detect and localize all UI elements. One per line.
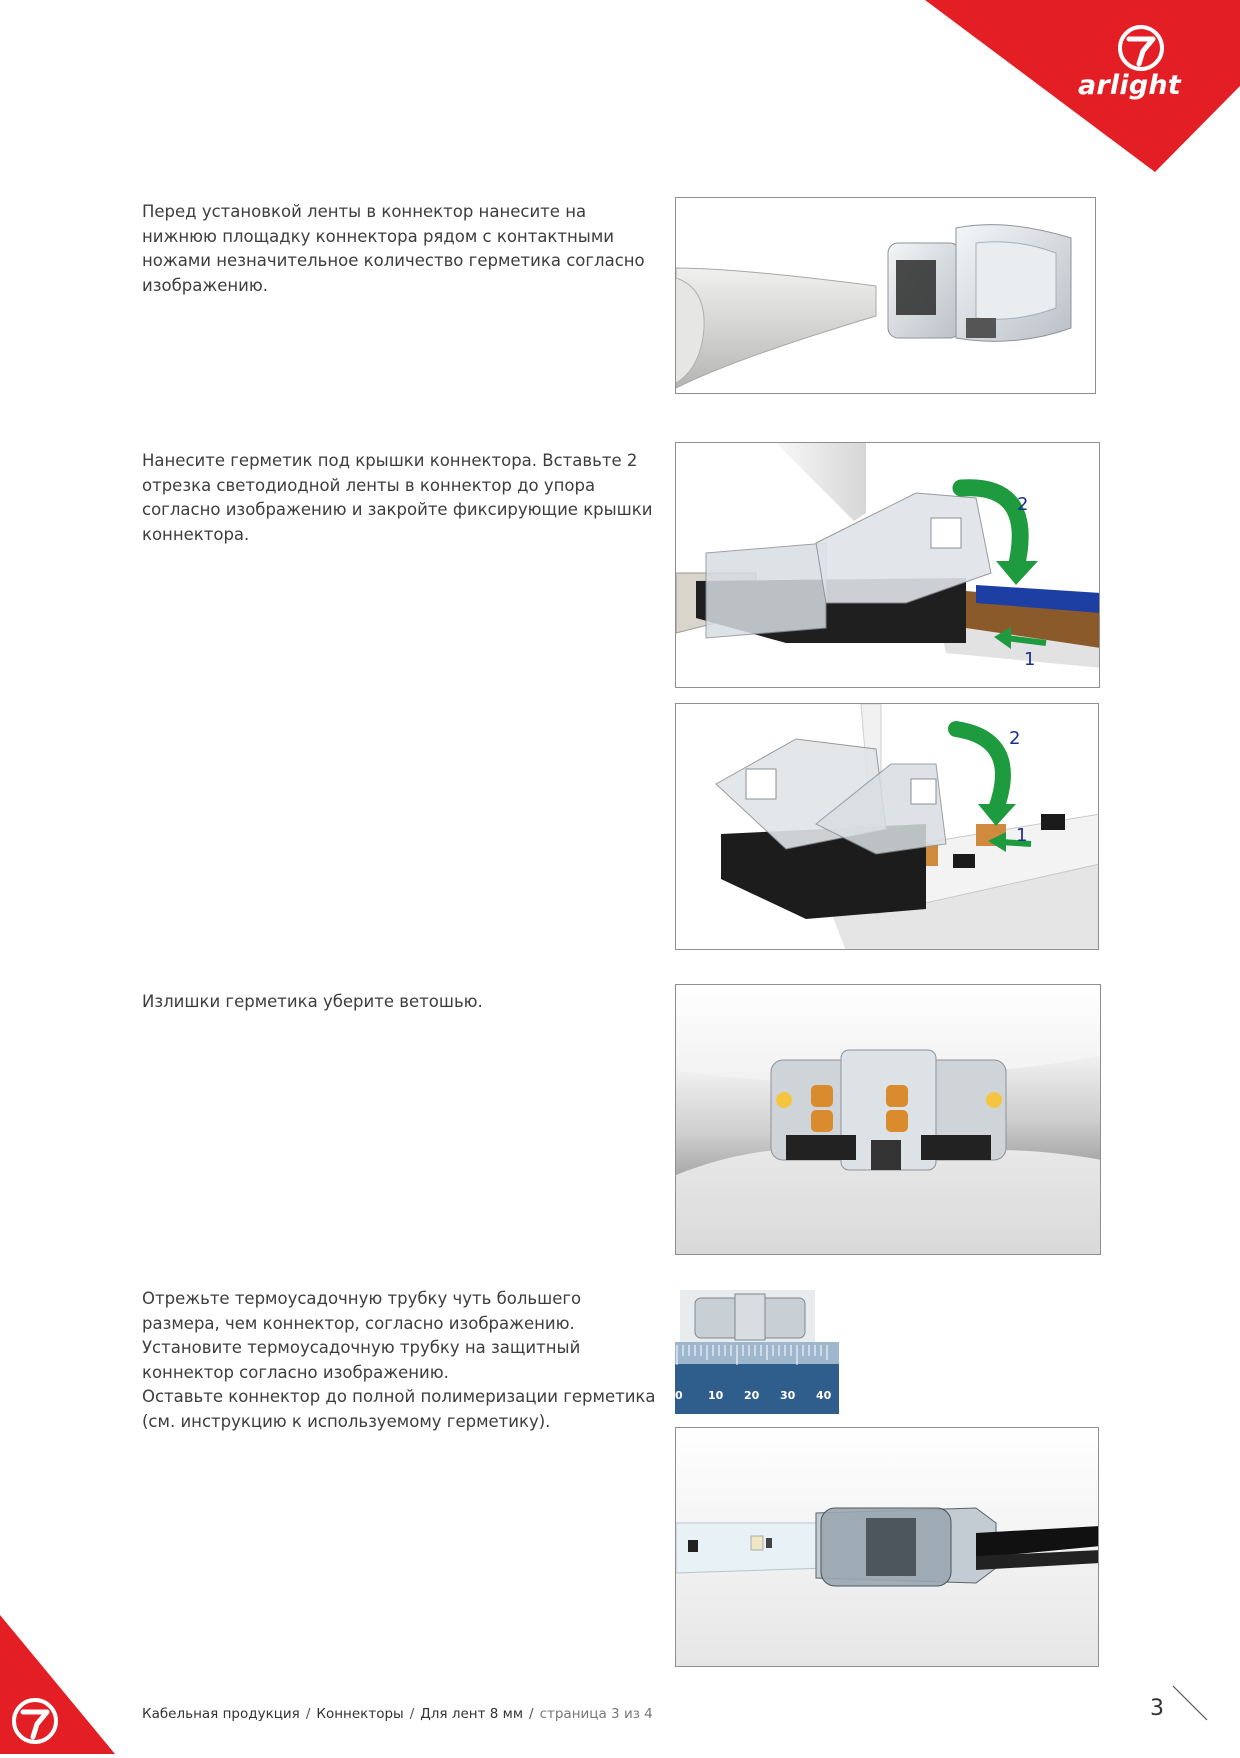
page-corner-line xyxy=(1170,1683,1210,1727)
step-4-photo xyxy=(675,1427,1099,1667)
step-3-paragraph: Излишки герметика уберите ветошью. xyxy=(142,992,483,1011)
step-4-text xyxy=(142,1287,662,1434)
step-2a-marker-1: 1 xyxy=(1024,649,1036,670)
breadcrumb-connectors: Коннекторы xyxy=(316,1706,404,1722)
step-2b-marker-1: 1 xyxy=(1016,825,1028,846)
breadcrumb-separator: / xyxy=(409,1706,415,1722)
brand-corner-bottom-left xyxy=(0,1615,120,1758)
step-2-photo-b xyxy=(675,703,1099,950)
page-number: 3 xyxy=(1150,1696,1164,1721)
step-3-photo xyxy=(675,984,1101,1255)
ruler-tick-40: 40 xyxy=(816,1389,832,1402)
ruler-tick-0: 0 xyxy=(675,1389,683,1402)
step-4-paragraph-1: Отрежьте термоусадочную трубку чуть большего размера, чем коннектор, согласно изображению. xyxy=(142,1289,582,1333)
step-2a-marker-2: 2 xyxy=(1017,494,1029,515)
step-2-text xyxy=(142,449,662,547)
step-1-text xyxy=(142,200,662,298)
ruler-tick-20: 20 xyxy=(744,1389,760,1402)
breadcrumb-separator: / xyxy=(305,1706,311,1722)
ruler-tick-10: 10 xyxy=(708,1389,724,1402)
step-2b-marker-2: 2 xyxy=(1009,728,1021,749)
breadcrumb-separator: / xyxy=(529,1706,534,1722)
ruler-tick-30: 30 xyxy=(780,1389,796,1402)
brand-logo-text: arlight xyxy=(1078,70,1181,101)
breadcrumb-cable-products: Кабельная продукция xyxy=(142,1706,300,1722)
footer-breadcrumb xyxy=(142,1706,653,1722)
step-3-text xyxy=(142,990,662,1015)
step-1-paragraph: Перед установкой ленты в коннектор нанесите на нижнюю площадку коннектора рядом с контактными ножами незначительное количество герметика согласно изображению. xyxy=(142,202,645,295)
step-2-photo-a xyxy=(675,442,1100,688)
step-4-paragraph-2: Установите термоусадочную трубку на защитный коннектор согласно изображению. xyxy=(142,1338,581,1382)
step-1-photo xyxy=(675,197,1096,394)
step-2-paragraph: Нанесите герметик под крышки коннектора. Вставьте 2 отрезка светодиодной ленты в коннектор до упора согласно изображению и закройте фиксирующие крышки коннектора. xyxy=(142,451,653,544)
breadcrumb-8mm-strips: Для лент 8 мм xyxy=(420,1706,524,1722)
page-info: страница 3 из 4 xyxy=(539,1706,653,1722)
step-4-ruler-photo xyxy=(675,1290,839,1414)
step-4-paragraph-3: Оставьте коннектор до полной полимеризации герметика (см. инструкцию к используемому герметику). xyxy=(142,1387,656,1431)
